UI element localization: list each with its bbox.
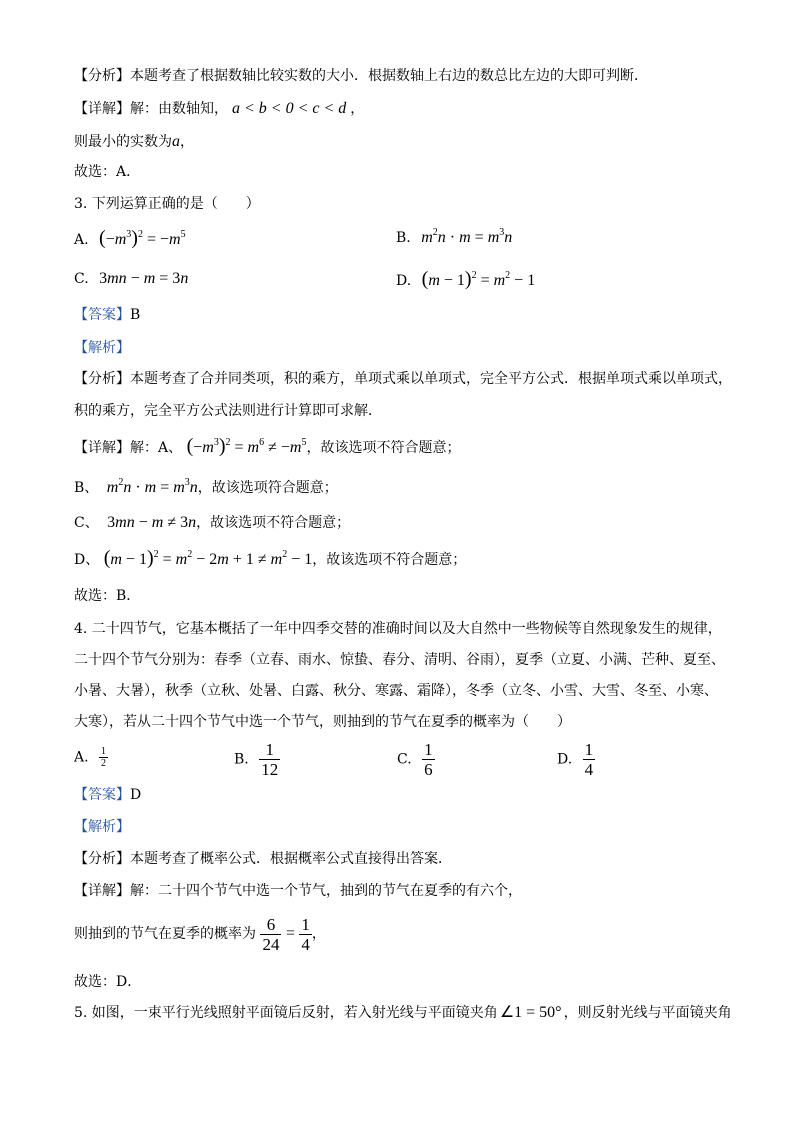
q5-angle-math: ∠1 = 50° xyxy=(499,1004,562,1021)
q4-option-d xyxy=(557,740,595,779)
answer-value: D xyxy=(130,787,142,803)
q3-detail-d xyxy=(74,548,466,570)
q4-stem-l3: 小暑、大暑），秋季（立秋、处暑、白露、秋分、寒露、霜降），冬季（立冬、小雪、大雪、冬至、小寒、 xyxy=(74,683,718,699)
q3-answer xyxy=(74,305,140,325)
q4-stem-l2: 二十四个节气分别为：春季（立春、雨水、惊蛰、春分、清明、谷雨），夏季（立夏、小满、芒种、夏至、 xyxy=(74,652,725,668)
q5-stem-prefix: 5. 如图，一束平行光线照射平面镜后反射，若入射光线与平面镜夹角 xyxy=(74,1005,498,1021)
detail-suffix: ， xyxy=(350,101,365,117)
fraction-6-24: $\frac{6}{24}$ xyxy=(262,914,280,954)
option-a-label: A. xyxy=(74,749,89,766)
line2-text: 则最小的实数为 xyxy=(74,134,172,150)
q4-detail-l2: 则抽到的节气在夏季的概率为 $\frac{6}{24}$ = $\frac{1}{4}$ ， xyxy=(74,914,326,954)
option-c-fraction: $\frac{1}{6}$ xyxy=(424,740,433,779)
option-b-fraction: $\frac{1}{12}$ xyxy=(261,740,279,779)
q4-option-c xyxy=(397,740,435,779)
option-b-label: B. xyxy=(234,751,249,768)
option-c-math: 3mn − m = 3n xyxy=(99,270,189,287)
option-b-label: B. xyxy=(396,230,411,246)
q3-option-b xyxy=(396,227,512,249)
option-a-math: $(-m^3)^2 = -m^5$ xyxy=(99,227,186,249)
q3-option-a xyxy=(74,227,186,251)
q4-stem-l1: 4. 二十四节气，它基本概括了一年中四季交替的准确时间以及大自然中一些物候等自然现象发生的规律， xyxy=(74,621,722,637)
line2-var: a xyxy=(172,133,180,150)
analysis-tag: 【分析】 xyxy=(74,371,130,387)
option-d-fraction: $\frac{1}{4}$ xyxy=(584,740,594,779)
q3-analysis-l2: 积的乘方，完全平方公式法则进行计算即可求解． xyxy=(74,403,382,419)
q2-analysis xyxy=(74,66,648,86)
q3-detail-b xyxy=(74,478,338,498)
q5-stem-suffix: ，则反射光线与平面镜夹角 xyxy=(563,1005,732,1021)
detail-prefix: 解：由数轴知， xyxy=(130,101,228,117)
detail-c-prefix: C、 xyxy=(74,515,99,531)
analysis-text: 本题考查了根据数轴比较实数的大小．根据数轴上右边的数总比左边的大即可判断． xyxy=(130,68,648,84)
detail-b-suffix: ，故该选项符合题意； xyxy=(197,480,338,496)
detail-d-prefix: D、 xyxy=(74,552,100,568)
option-d-label: D. xyxy=(557,751,573,768)
answer-tag: 【答案】 xyxy=(74,307,130,323)
q4-choice: 故选：D． xyxy=(74,974,142,990)
detail-tag: 【详解】 xyxy=(74,883,130,899)
inequality-math: a < b < 0 < c < d xyxy=(232,100,347,117)
q4-option-b xyxy=(234,740,280,779)
answer-value: B xyxy=(130,307,141,323)
option-c-label: C. xyxy=(74,271,89,287)
analysis-text-1: 本题考查了合并同类项，积的乘方，单项式乘以单项式，完全平方公式．根据单项式乘以单项式， xyxy=(130,371,732,387)
option-c-label: C. xyxy=(397,751,412,768)
analysis-tag: 【分析】 xyxy=(74,68,130,84)
q3-option-d xyxy=(396,268,535,292)
q2-choice: 故选：A． xyxy=(74,164,141,180)
detail-l2-prefix: 则抽到的节气在夏季的概率为 xyxy=(74,926,256,942)
q5-stem xyxy=(74,1003,732,1023)
analysis-text: 本题考查了概率公式．根据概率公式直接得出答案． xyxy=(130,851,452,867)
option-d-label: D. xyxy=(396,273,412,289)
q4-analysis xyxy=(74,849,452,869)
q3-option-c xyxy=(74,268,188,290)
q4-detail-l1 xyxy=(74,881,522,901)
detail-b-prefix: B、 xyxy=(74,480,99,496)
detail-tag: 【详解】 xyxy=(74,440,130,456)
q3-stem: 3. 下列运算正确的是（ ） xyxy=(74,196,260,212)
line2-end: ， xyxy=(180,134,194,150)
q4-stem-l4: 大寒），若从二十四个节气中选一个节气，则抽到的节气在夏季的概率为（ ） xyxy=(74,714,571,730)
detail-l2-end: ， xyxy=(311,926,326,942)
q3-detail-a xyxy=(74,436,460,458)
analysis-tag: 【分析】 xyxy=(74,851,130,867)
q2-line2 xyxy=(74,132,194,152)
q3-jiexi-tag: 【解析】 xyxy=(74,340,130,356)
detail-b-math: $m^2n \cdot m = m^3n$ xyxy=(106,477,198,496)
q2-detail xyxy=(74,99,364,119)
q3-analysis-l1 xyxy=(74,369,732,389)
option-a-label: A. xyxy=(74,232,89,248)
detail-a-suffix: ，故该选项不符合题意； xyxy=(306,440,461,456)
detail-a-math: $(-m^3)^2 = m^6 \ne -m^5$ xyxy=(186,435,307,457)
answer-tag: 【答案】 xyxy=(74,787,130,803)
q3-choice: 故选：B． xyxy=(74,588,141,604)
detail-c-math: 3mn − m ≠ 3n xyxy=(107,514,197,531)
option-d-math: $(m - 1)^2 = m^2 - 1$ xyxy=(421,268,536,290)
q4-answer xyxy=(74,785,141,805)
detail-tag: 【详解】 xyxy=(74,101,130,117)
detail-d-suffix: ，故该选项不符合题意； xyxy=(312,552,467,568)
q4-option-a xyxy=(74,746,108,769)
q3-detail-c xyxy=(74,513,350,533)
detail-d-math: $(m - 1)^2 = m^2 - 2m + 1 \ne m^2 - 1$ xyxy=(103,547,313,569)
detail-a-prefix: 解：A、 xyxy=(130,440,183,456)
detail-text: 解：二十四个节气中选一个节气，抽到的节气在夏季的有六个， xyxy=(130,883,522,899)
q4-jiexi-tag: 【解析】 xyxy=(74,819,130,835)
detail-c-suffix: ，故该选项不符合题意； xyxy=(196,515,351,531)
option-a-fraction: $\frac{1}{2}$ xyxy=(101,746,107,769)
option-b-math: $m^2n \cdot m = m^3n$ xyxy=(421,227,513,246)
fraction-1-4: $\frac{1}{4}$ xyxy=(301,914,310,954)
